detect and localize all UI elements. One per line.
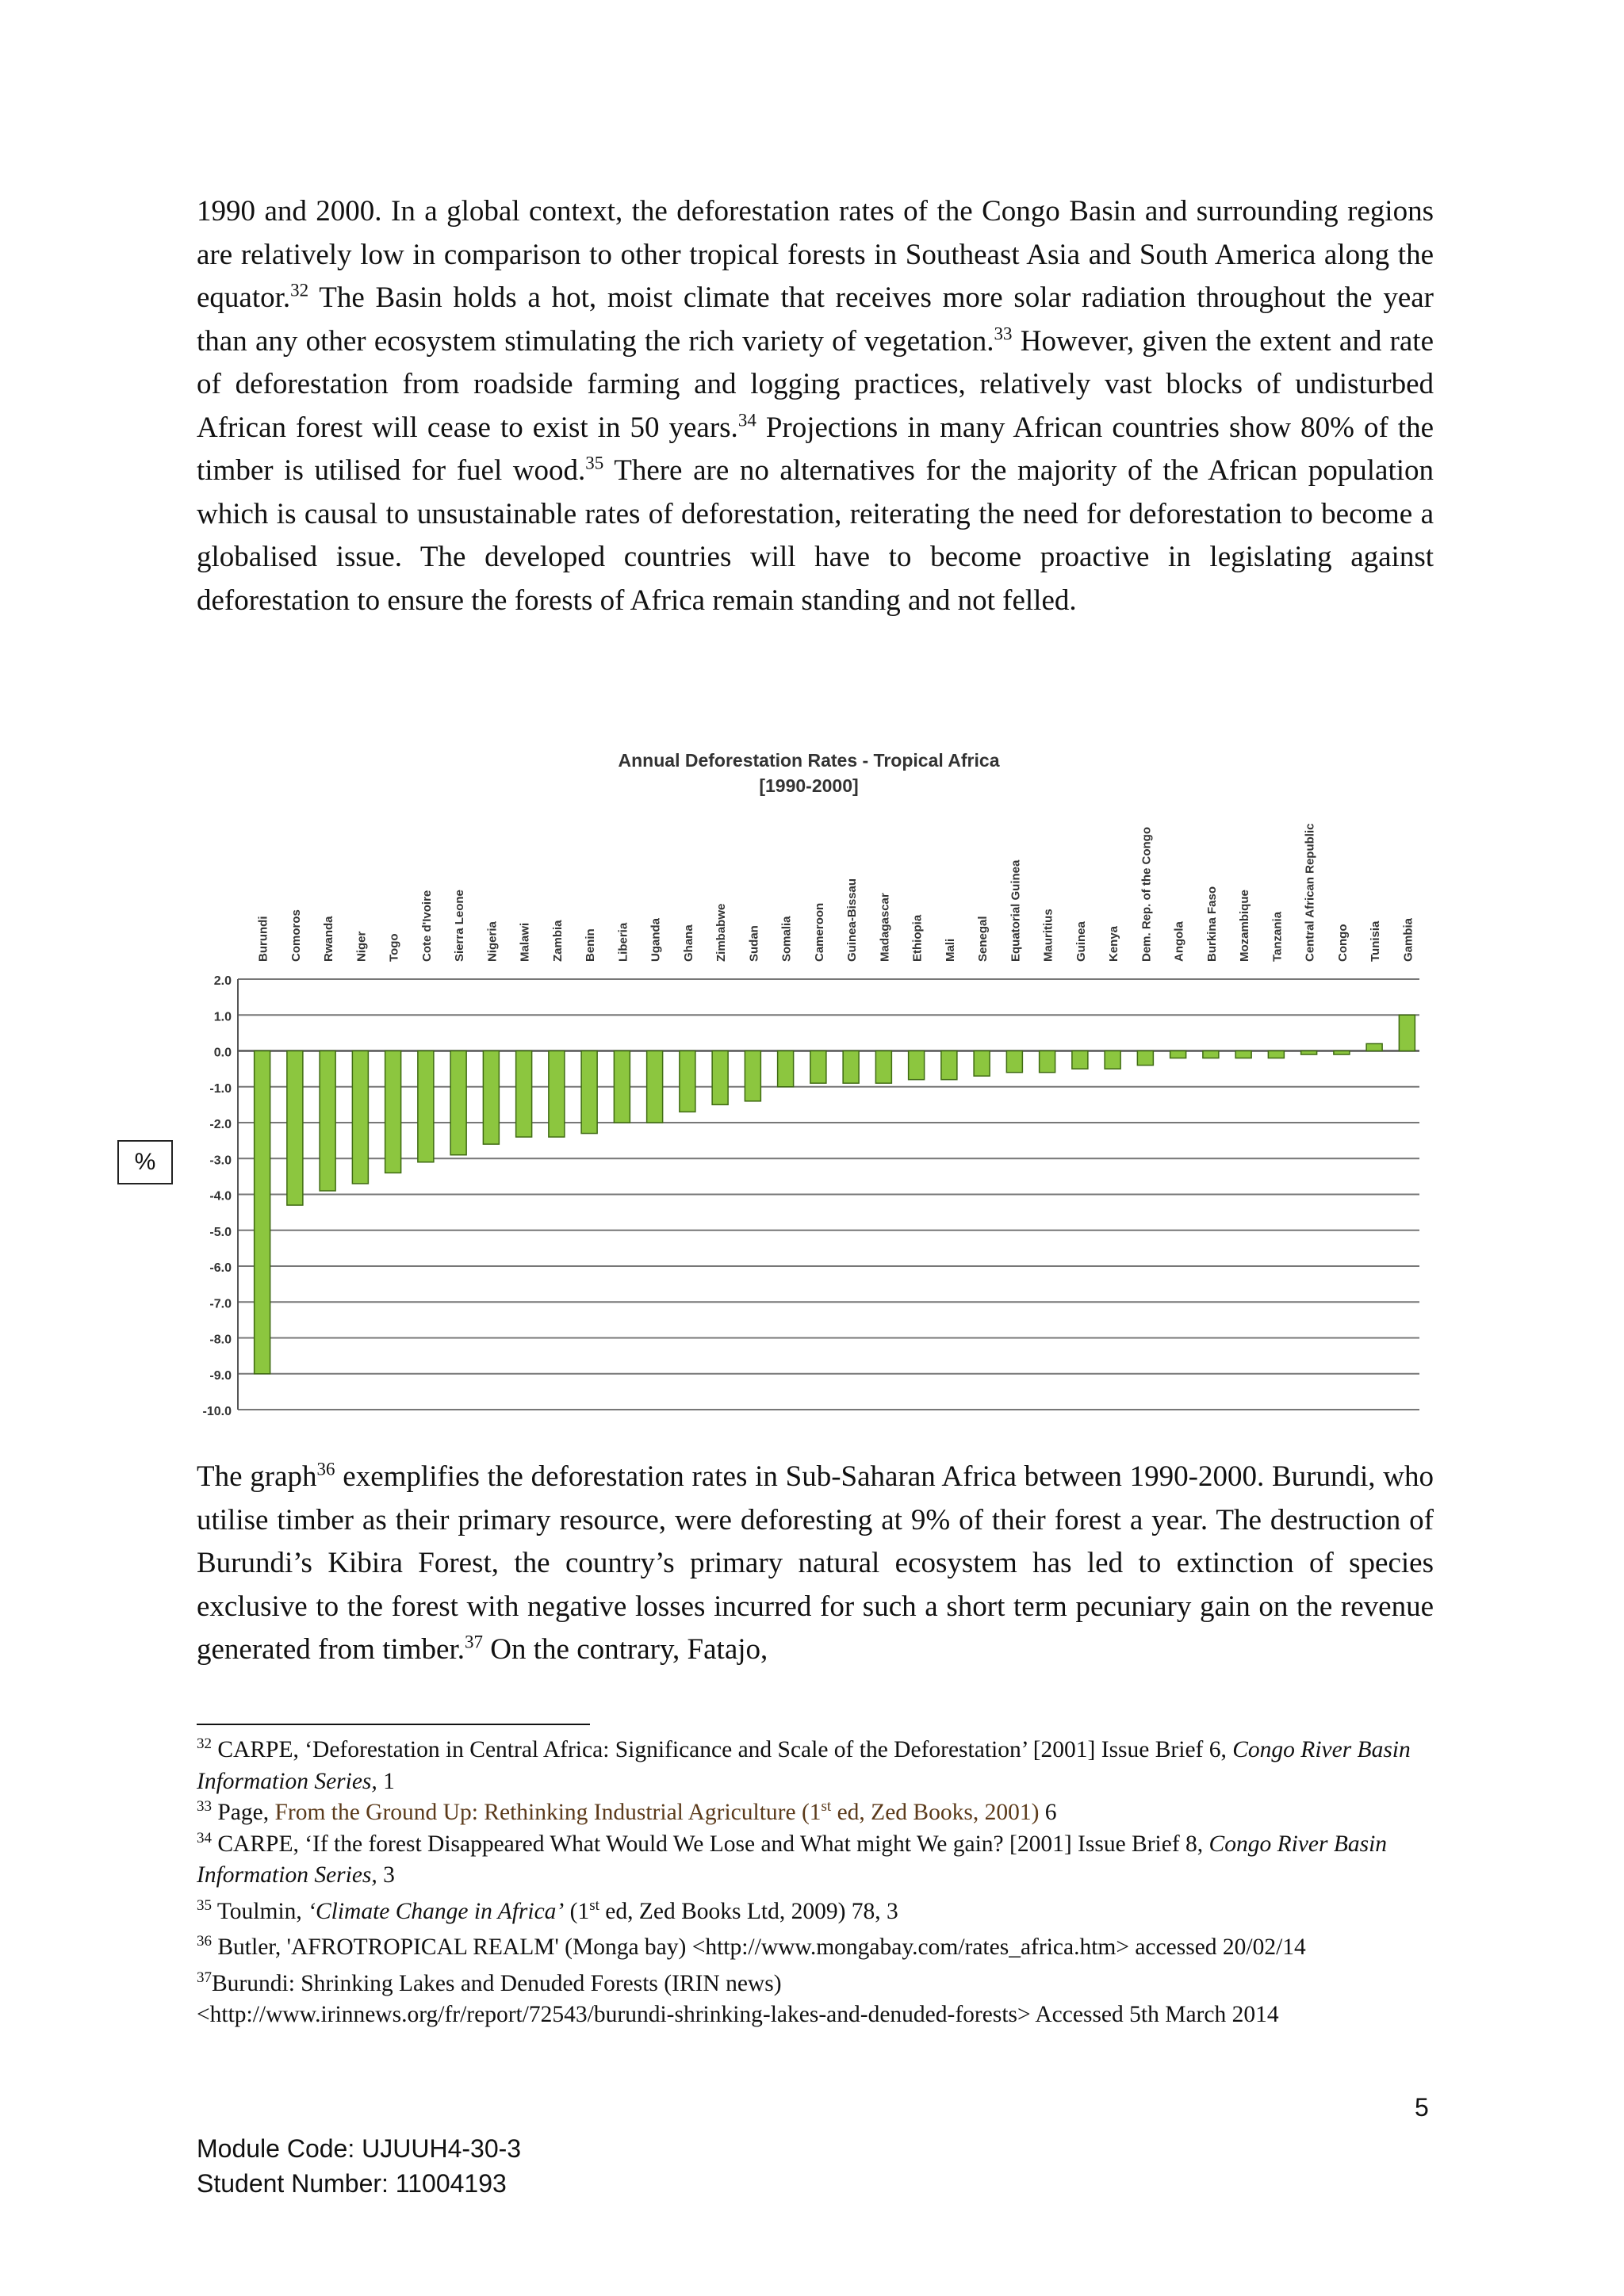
paragraph-text: exemplifies the deforestation rates in Sub-Saharan Africa between 1990-2000. Burundi, who utilise timber as their primary resource, were deforesting at 9% of their forest a year. The destruction of Burundi’s Kibira Forest, the country’s primary natural ecosystem has led to extinction of species exclusive to the forest with negative losses incurred for such a short term pecuniary gain on the revenue generated from timber. [197,1460,1434,1666]
x-tick-labels [257,824,1415,962]
y-tick-label: 0.0 [213,1046,232,1060]
footnote-text[interactable]: Butler, 'AFROTROPICAL REALM' (Monga bay) <http://www.mongabay.com/rates_africa.htm> accessed 20/02/14 [212,1934,1306,1960]
y-tick-label: -3.0 [209,1154,232,1168]
y-axis-unit-label: % [117,1140,173,1184]
x-tick-label: Guinea [1074,921,1088,962]
bar-angola [1170,1051,1186,1058]
footnote-text: From the Ground Up: Rethinking Industrial Agriculture (1 [274,1800,822,1825]
footnote-italic: Congo River Basin Information Series, [197,1831,1388,1888]
x-tick-label: Tunisia [1369,920,1383,962]
x-tick-label: Ghana [681,924,695,962]
footnote-text: Toulmin, [212,1898,308,1924]
bar-liberia [614,1051,630,1123]
x-tick-label: Madagascar [878,893,892,962]
grid-lines [238,979,1419,1410]
bar-zimbabwe [712,1051,728,1105]
x-tick-label: Dem. Rep. of the Congo [1139,827,1154,962]
paragraph-text: On the contrary, Fatajo, [483,1633,768,1666]
footnote-ref[interactable]: 35 [585,453,604,473]
x-tick-label: Sudan [747,925,761,962]
x-tick-label: Zimbabwe [714,903,729,962]
student-number: Student Number: 11004193 [197,2169,507,2198]
y-tick-label: -1.0 [209,1081,232,1096]
y-tick-label: 1.0 [213,1010,232,1024]
x-tick-label: Togo [387,933,401,962]
footnote-32 [197,1735,1434,1797]
y-tick-label: -4.0 [209,1189,232,1203]
x-tick-label: Ethiopia [910,914,925,962]
footnote-34 [197,1829,1434,1892]
bar-uganda [647,1051,663,1123]
x-tick-label: Mozambique [1238,890,1252,962]
footer [197,2131,521,2201]
x-tick-label: Burundi [256,916,270,962]
x-tick-label: Kenya [1107,925,1121,962]
paragraph-text: The graph [197,1460,317,1493]
y-tick-label: 2.0 [213,974,232,988]
footnotes [197,1735,1434,2031]
footnote-text: CARPE, ‘If the forest Disappeared What Would We Lose and What might We gain? [2001] Issue Brief 8, [212,1831,1209,1857]
footnote-separator [197,1724,590,1725]
x-tick-label: Angola [1172,921,1186,962]
bar-sudan [745,1051,760,1101]
footnote-text: ed, Zed Books Ltd, 2009) 78, 3 [599,1898,898,1924]
x-tick-label: Malawi [518,922,532,962]
x-tick-label: Gambia [1401,917,1415,962]
page-number: 5 [1415,2093,1429,2122]
footnote-text: CARPE, ‘Deforestation in Central Africa: Significance and Scale of the Deforestation’ [2001] Issue Brief 6, [212,1737,1233,1762]
footnote-text: 1 [377,1768,395,1794]
bar-rwanda [320,1051,335,1191]
x-tick-label: Central African Republic [1303,823,1317,962]
x-tick-label: Rwanda [322,916,336,962]
bar-guinea [1072,1051,1088,1070]
bar-guinea-bissau [843,1051,859,1084]
x-tick-label: Cameroon [812,902,826,962]
bar-dem-rep-of-the-congo [1137,1051,1153,1066]
y-tick-label: -2.0 [209,1118,232,1131]
footnote-number: 33 [197,1798,212,1816]
bar-mozambique [1235,1051,1251,1058]
chart-subtitle: [1990-2000] [759,775,859,796]
bar-benin [581,1051,597,1134]
x-tick-label: Mauritius [1041,909,1055,962]
paragraph-text: Projections in many African countries show 80% of the timber is utilised for fuel wood. [197,411,1434,487]
y-tick-label: -8.0 [209,1333,232,1347]
footnote-link[interactable]: <http://www.irinnews.org/fr/report/72543/burundi-shrinking-lakes-and-denuded-forests> Accessed 5th March 2014 [197,2002,1279,2027]
x-tick-label: Somalia [779,916,794,962]
footnote-text: 6 [1039,1800,1057,1825]
bar-madagascar [875,1051,891,1084]
footnote-number: 32 [197,1735,212,1753]
chart-title: Annual Deforestation Rates - Tropical Africa [618,750,1000,771]
x-tick-label: Zambia [550,920,565,962]
bar-comoros [287,1051,303,1206]
body-paragraph [197,190,1434,622]
bar-mauritius [1040,1051,1055,1073]
bar-cote-d-ivoire [418,1051,434,1162]
footnote-ordinal: st [821,1798,832,1816]
footnote-number: 34 [197,1829,212,1846]
bar-tunisia [1366,1043,1382,1050]
x-tick-label: Tanzania [1270,911,1285,962]
bar-tanzania [1268,1051,1284,1058]
paragraph-text: 1990 and 2000. In a global context, the deforestation rates of the Congo Basin and surrounding regions are relatively low in comparison to other tropical forests in Southeast Asia and South America along the equator. [197,195,1434,314]
y-tick-label: -10.0 [202,1405,232,1418]
footnote-ref[interactable]: 37 [465,1632,484,1652]
footnote-ref[interactable]: 36 [316,1459,335,1479]
bar-kenya [1105,1051,1120,1070]
bar-niger [352,1051,368,1184]
deforestation-chart [119,745,1435,1427]
x-tick-label: Guinea-Bissau [845,878,860,962]
footnote-text: ed, Zed Books, 2001) [831,1800,1040,1825]
footnote-text: Page, [212,1800,275,1825]
chart-svg [119,745,1435,1427]
bar-malawi [516,1051,532,1138]
footnote-number: 35 [197,1896,212,1914]
footnote-ordinal: st [589,1896,599,1914]
bar-togo [385,1051,401,1173]
x-tick-label: Mali [943,938,957,962]
bar-cameroon [810,1051,826,1084]
footnote-ref[interactable]: 32 [290,280,309,300]
footnote-text: 3 [377,1862,395,1888]
bar-central-african-republic [1301,1051,1317,1055]
bar-burundi [255,1051,270,1374]
footnote-text: Burundi: Shrinking Lakes and Denuded Forests (IRIN news) [212,1970,782,1996]
x-tick-label: Sierra Leone [453,890,467,962]
x-tick-label: Senegal [976,916,990,962]
bar-mali [941,1051,957,1080]
footnote-italic: ‘Climate Change in Africa’ [308,1898,565,1924]
paragraph-text: There are no alternatives for the majority of the African population which is causal to unsustainable rates of deforestation, reiterating the need for deforestation to become a globalised issue. The developed countries will have to become proactive in legislating against deforestation to ensure the forests of Africa remain standing and not felled. [197,454,1434,617]
footnote-ref[interactable]: 34 [737,410,756,430]
paragraph-text: However, given the extent and rate of deforestation from roadside farming and logging practices, relatively vast blocks of undisturbed African forest will cease to exist in 50 years. [197,324,1434,444]
footnote-33 [197,1797,1434,1829]
y-tick-label: -9.0 [209,1368,232,1383]
x-tick-label: Cote d'Ivoire [419,890,434,962]
bar-congo [1334,1051,1350,1055]
bar-sierra-leone [450,1051,466,1155]
x-tick-label: Nigeria [485,921,500,962]
footnote-number: 37 [197,1969,212,1986]
bar-nigeria [483,1051,499,1145]
x-tick-label: Liberia [616,922,630,962]
x-tick-label: Congo [1335,924,1350,962]
x-tick-label: Burkina Faso [1205,886,1219,962]
footnote-italic: Congo River Basin Information Series, [197,1737,1411,1794]
x-tick-label: Comoros [289,909,303,962]
footnote-35 [197,1896,1434,1928]
bar-zambia [549,1051,565,1138]
x-tick-label: Uganda [649,917,663,962]
module-code: Module Code: UJUUH4-30-3 [197,2134,522,2163]
bar-equatorial-guinea [1006,1051,1022,1073]
footnote-text: (1 [564,1898,590,1924]
bar-senegal [974,1051,990,1077]
x-tick-label: Benin [584,928,598,962]
bar-ethiopia [909,1051,925,1080]
x-tick-label: Niger [354,931,369,962]
footnote-number: 36 [197,1933,212,1950]
y-tick-labels [203,974,232,1418]
x-tick-label: Equatorial Guinea [1009,859,1023,962]
paragraph-text: The Basin holds a hot, moist climate that receives more solar radiation throughout the year than any other ecosystem stimulating the rich variety of vegetation. [197,281,1434,358]
body-paragraph [197,1456,1434,1672]
footnote-36 [197,1932,1434,1964]
y-tick-label: -7.0 [209,1297,232,1311]
bar-gambia [1399,1015,1415,1050]
footnote-37 [197,1969,1434,2031]
y-tick-label: -6.0 [209,1261,232,1275]
bar-burkina-faso [1203,1051,1219,1058]
bar-ghana [680,1051,695,1112]
footnote-ref[interactable]: 33 [994,323,1013,344]
bar-somalia [778,1051,794,1087]
y-tick-label: -5.0 [209,1225,232,1239]
